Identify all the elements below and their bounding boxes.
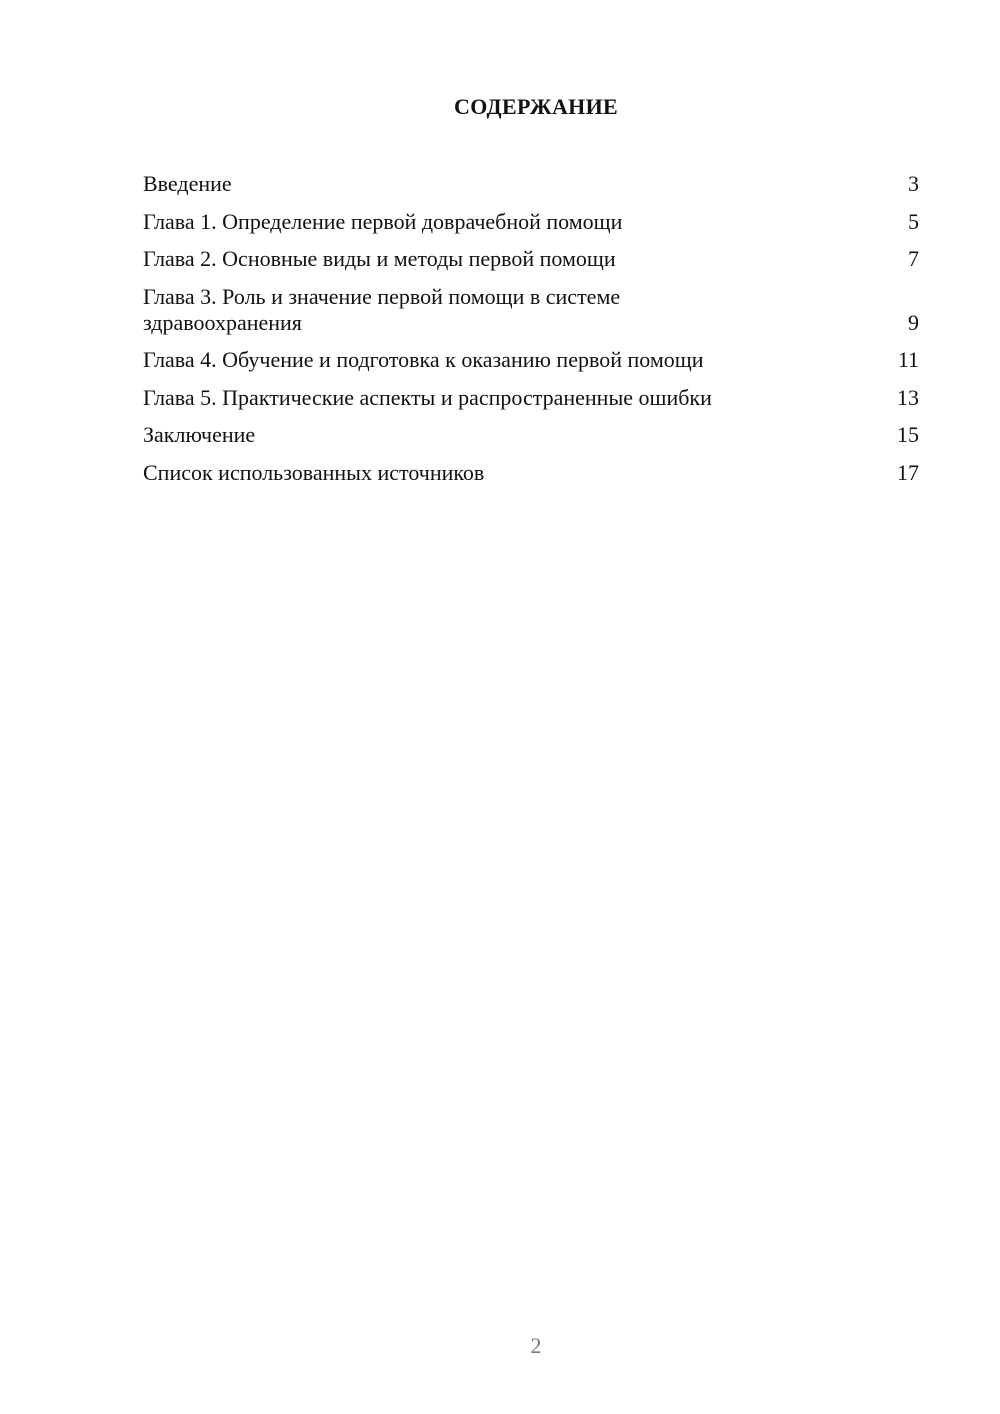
page-title: СОДЕРЖАНИЕ	[454, 94, 618, 119]
toc-entry-title: Заключение	[143, 422, 256, 447]
toc-entry-page: 9	[908, 309, 919, 335]
toc-entry-conclusion	[143, 422, 919, 448]
toc-entry-title: Введение	[143, 171, 232, 196]
page-number: 2	[530, 1333, 542, 1358]
toc-entry-references	[143, 460, 919, 486]
toc-entry-title: Глава 4. Обучение и подготовка к оказанию первой помощи	[143, 347, 704, 372]
toc-entry-chapter-3	[143, 284, 919, 336]
toc-entry-introduction	[143, 171, 919, 197]
toc-entry-title: Глава 2. Основные виды и методы первой помощи	[143, 246, 616, 271]
toc-entry-page: 15	[897, 422, 919, 447]
toc-entry-chapter-5	[143, 385, 919, 411]
table-of-contents	[143, 171, 919, 497]
toc-entry-page: 13	[897, 384, 919, 410]
toc-entry-page: 17	[897, 459, 919, 485]
toc-entry-title: Глава 3. Роль и значение первой помощи в системе здравоохранения	[143, 283, 621, 335]
toc-entry-page: 11	[897, 347, 919, 372]
toc-entry-chapter-4	[143, 347, 919, 373]
toc-entry-page: 3	[908, 171, 919, 196]
toc-entry-chapter-2	[143, 246, 919, 272]
toc-entry-page: 5	[908, 208, 919, 234]
toc-entry-title: Глава 1. Определение первой доврачебной помощи	[143, 208, 623, 234]
toc-entry-title: Список использованных источников	[143, 459, 485, 485]
toc-entry-title: Глава 5. Практические аспекты и распространенные ошибки	[143, 384, 712, 410]
toc-entry-page: 7	[908, 246, 919, 271]
toc-entry-chapter-1	[143, 209, 919, 235]
